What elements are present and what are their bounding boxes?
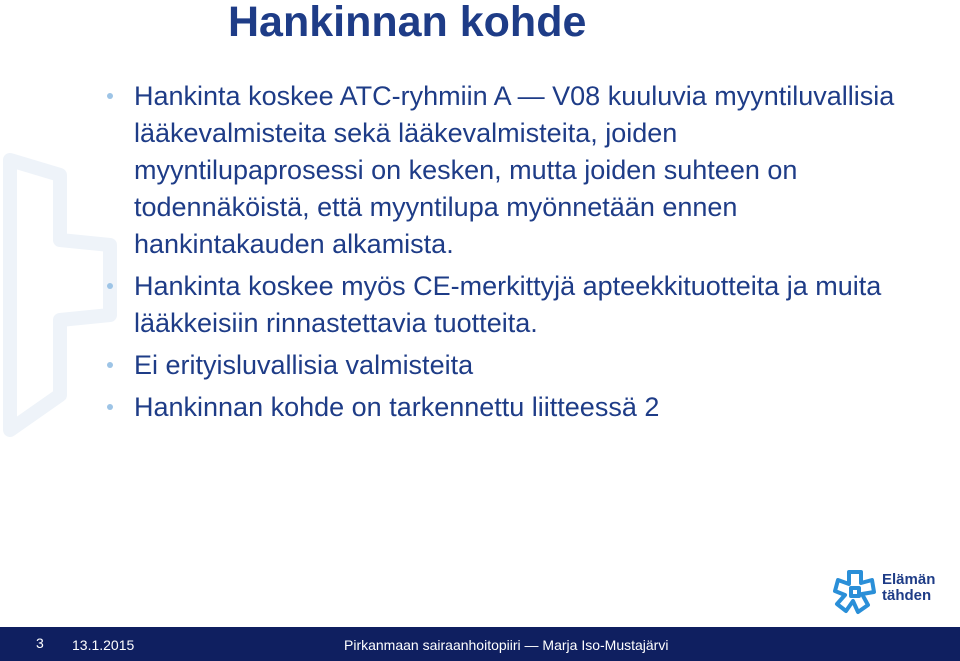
footer-bar [0, 627, 960, 661]
bullet-icon [107, 283, 113, 289]
list-item [96, 268, 896, 342]
logo-line-1: Elämän [882, 571, 936, 588]
logo-line-2: tähden [882, 587, 932, 604]
bullet-text: Hankinta koskee myös CE-merkittyjä apteekkituotteita ja muita lääkkeisiin rinnastettavia tuotteita. [134, 271, 882, 338]
list-item [96, 78, 896, 263]
footer-date: 13.1.2015 [72, 637, 135, 653]
logo [832, 568, 944, 616]
bullet-list [96, 78, 896, 431]
slide-title: Hankinnan kohde [228, 0, 587, 46]
footer-organization: Pirkanmaan sairaanhoitopiiri — Marja Iso-Mustajärvi [344, 637, 669, 653]
list-item [96, 389, 896, 426]
slide-number: 3 [36, 635, 44, 651]
bullet-icon [107, 404, 113, 410]
bullet-text: Hankinnan kohde on tarkennettu liitteessä 2 [134, 392, 660, 422]
bullet-text: Hankinta koskee ATC-ryhmiin A — V08 kuuluvia myyntiluvallisia lääkevalmisteita sekä lääkevalmisteita, joiden myyntilupaprosessi on kesken, mutta joiden suhteen on todennäköistä, että myyntilupa myönnetään ennen hankintakauden alkamista. [134, 81, 895, 259]
bullet-icon [107, 362, 113, 368]
logo-text [882, 572, 935, 604]
logo-cross-icon [832, 568, 878, 616]
list-item [96, 347, 896, 384]
bullet-text: Ei erityisluvallisia valmisteita [134, 350, 474, 380]
bullet-icon [107, 93, 113, 99]
